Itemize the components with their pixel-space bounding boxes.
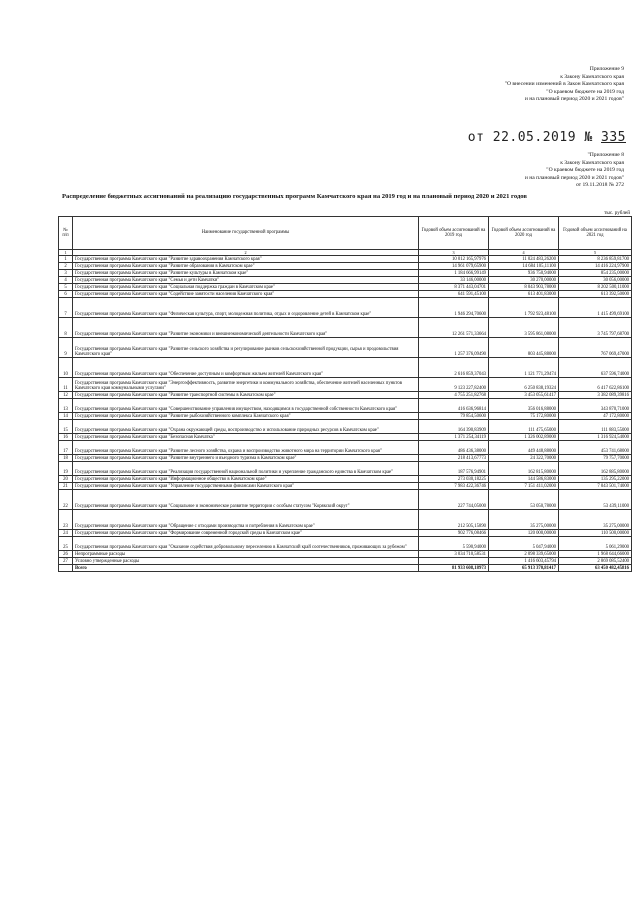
- value-2019: 1 946 294,70600: [419, 298, 489, 318]
- appendix-prev-line: и на плановый период 2020 и 2021 годов": [524, 174, 624, 181]
- table-row: [59, 483, 632, 490]
- value-2021: 343 870,71000: [559, 399, 632, 413]
- table-row: [59, 270, 632, 277]
- value-2020: 2 098 339,65000: [489, 551, 559, 558]
- program-name: Государственная программа Камчатского края "Семья и дети Камчатки": [73, 277, 419, 284]
- value-2021: 613 392,50000: [559, 291, 632, 298]
- value-2019: 227 744,05000: [419, 490, 489, 510]
- total-2019: 81 933 608,18973: [419, 565, 489, 572]
- value-2020: 6 250 838,19324: [489, 378, 559, 392]
- header-2020: Годовой объем ассигнований на 2020 год: [489, 217, 559, 250]
- program-name: Государственная программа Камчатского края "Развитие образования в Камчатском крае": [73, 263, 419, 270]
- program-name: Государственная программа Камчатского края "Развитие внутреннего и въездного туризма в Камчатском крае": [73, 455, 419, 462]
- table-row: [59, 530, 632, 537]
- row-number: 23: [59, 510, 73, 530]
- program-name: Государственная программа Камчатского края "Охрана окружающей среды, воспроизводство и использование природных ресурсов в Камчатском крае": [73, 420, 419, 434]
- value-2020: 1 326 002,89000: [489, 434, 559, 441]
- value-2020: 8 043 903,78000: [489, 284, 559, 291]
- program-name: Государственная программа Камчатского края "Совершенствование управления имуществом, находящимся в государственной собственности Камчатского края": [73, 399, 419, 413]
- value-2019: 7 983 422,36746: [419, 483, 489, 490]
- table-row: [59, 462, 632, 476]
- row-number: 22: [59, 490, 73, 510]
- value-2020: 14 684 105,11100: [489, 263, 559, 270]
- document-title: Распределение бюджетных ассигнований на реализацию государственных программ Камчатского края на 2019 год и на плановый период 2020 и 2021 годов: [62, 193, 527, 200]
- value-2020: 11 024 483,26200: [489, 256, 559, 263]
- total-label: Всего: [73, 565, 419, 572]
- program-name: Государственная программа Камчатского края "Содействие занятости населения Камчатского края": [73, 291, 419, 298]
- value-2019: 4 755 251,82768: [419, 392, 489, 399]
- row-number: 1: [59, 256, 73, 263]
- value-2020: 1 416 603,45794: [489, 558, 559, 565]
- value-2020: 75 172,80000: [489, 413, 559, 420]
- value-2021: 53 439,11000: [559, 490, 632, 510]
- value-2021: 135 295,22000: [559, 476, 632, 483]
- program-name: Государственная программа Камчатского края "Безопасная Камчатка": [73, 434, 419, 441]
- value-2019: 416 636,96814: [419, 399, 489, 413]
- row-number: 20: [59, 476, 73, 483]
- total-2021: 63 450 482,45816: [559, 565, 632, 572]
- value-2020: 1 121 771,29474: [489, 358, 559, 378]
- table-row: [59, 256, 632, 263]
- appendix-header: [364, 66, 624, 104]
- budget-table: [58, 216, 632, 572]
- value-2020: 30 270,00000: [489, 277, 559, 284]
- program-name: Государственная программа Камчатского края "Развитие культуры в Камчатском крае": [73, 270, 419, 277]
- value-2021: 1 968 644,66000: [559, 551, 632, 558]
- table-row: [59, 558, 632, 565]
- value-2021: 637 596,74000: [559, 358, 632, 378]
- value-2019: 9 123 227,82400: [419, 378, 489, 392]
- value-2020: 613 401,83000: [489, 291, 559, 298]
- table-row: [59, 441, 632, 455]
- value-2019: 2 616 859,37043: [419, 358, 489, 378]
- program-name: Условно утвержденные расходы: [73, 558, 419, 565]
- table-row: [59, 490, 632, 510]
- table-row: [59, 291, 632, 298]
- value-2020: 120 000,00000: [489, 530, 559, 537]
- row-number: 3: [59, 270, 73, 277]
- table-row: [59, 298, 632, 318]
- units-label: тыс. рублей: [604, 210, 630, 216]
- table-row: [59, 510, 632, 530]
- table-row: [59, 413, 632, 420]
- table-row: [59, 476, 632, 483]
- value-2020: 162 815,80000: [489, 462, 559, 476]
- value-2019: 486 436,38000: [419, 441, 489, 455]
- value-2020: 7 151 411,02000: [489, 483, 559, 490]
- value-2021: 767 069,47000: [559, 338, 632, 358]
- value-2021: 30 056,00000: [559, 277, 632, 284]
- header-name: Наименование государственной программы: [73, 217, 419, 250]
- appendix-line: "О краевом бюджете на 2019 год: [546, 88, 624, 95]
- table-row: [59, 358, 632, 378]
- program-name: Государственная программа Камчатского края "Развитие транспортной системы в Камчатском крае": [73, 392, 419, 399]
- column-number: 2: [73, 250, 419, 256]
- program-name: Государственная программа Камчатского края "Социальное и экономическое развитие территории с особым статусом "Корякский округ": [73, 490, 419, 510]
- appendix-prev-line: от 19.11.2018 № 272: [575, 182, 624, 189]
- header-2019: Годовой объем ассигнований на 2019 год: [419, 217, 489, 250]
- appendix-prev-line: "Приложение 8: [587, 152, 624, 158]
- row-number: 9: [59, 338, 73, 358]
- row-number: 24: [59, 530, 73, 537]
- row-number: 13: [59, 399, 73, 413]
- value-2021: 35 275,00000: [559, 510, 632, 530]
- table-row: [59, 455, 632, 462]
- row-number: 21: [59, 483, 73, 490]
- table-row: [59, 537, 632, 551]
- program-name: Государственная программа Камчатского края "Оказание содействия добровольному переселению в Камчатский край соотечественников, проживающих за рубежом": [73, 537, 419, 551]
- table-row: [59, 277, 632, 284]
- value-2021: 162 885,80000: [559, 462, 632, 476]
- value-2020: 1 792 923,48100: [489, 298, 559, 318]
- table-row: [59, 551, 632, 558]
- value-2019: 218 413,67773: [419, 455, 489, 462]
- value-2019: 187 576,94901: [419, 462, 489, 476]
- value-2021: 1 316 924,54000: [559, 434, 632, 441]
- row-number: 4: [59, 277, 73, 284]
- program-name: Государственная программа Камчатского края "Развитие лесного хозяйства, охрана и воспроизводство животного мира на территории Камчатского края": [73, 441, 419, 455]
- value-2020: 53 050,78000: [489, 490, 559, 510]
- table-body: [59, 256, 632, 572]
- value-2019: 1 184 666,99149: [419, 270, 489, 277]
- total-row: [59, 565, 632, 572]
- table-row: [59, 284, 632, 291]
- value-2020: 144 586,83000: [489, 476, 559, 483]
- table-row: [59, 378, 632, 392]
- column-number: 5: [559, 250, 632, 256]
- row-number: 11: [59, 378, 73, 392]
- program-name: Государственная программа Камчатского края "Информационное общество в Камчатском крае": [73, 476, 419, 483]
- value-2021: 47 172,80000: [559, 413, 632, 420]
- stamp-sep: №: [576, 130, 602, 145]
- program-name: Государственная программа Камчатского края "Развитие сельского хозяйства и регулирование рынков сельскохозяйственной продукции, сырья и продовольствия Камчатского края": [73, 338, 419, 358]
- row-number: 19: [59, 462, 73, 476]
- appendix-line: Приложение 9: [589, 66, 624, 72]
- value-2019: 164 390,83909: [419, 420, 489, 434]
- value-2021: 7 043 501,74000: [559, 483, 632, 490]
- value-2019: 212 505,15890: [419, 510, 489, 530]
- program-name: Государственная программа Камчатского края "Формирование современной городской среды в Камчатском крае": [73, 530, 419, 537]
- program-name: Государственная программа Камчатского края "Развитие здравоохранения Камчатского края": [73, 256, 419, 263]
- row-number: 25: [59, 537, 73, 551]
- table-row: [59, 434, 632, 441]
- value-2021: 453 741,68000: [559, 441, 632, 455]
- program-name: Непрограммные расходы: [73, 551, 419, 558]
- appendix-prev-line: к Закону Камчатского края: [560, 159, 624, 166]
- value-2021: 110 500,00000: [559, 530, 632, 537]
- value-2021: 111 883,55000: [559, 420, 632, 434]
- value-2019: 33 146,00000: [419, 277, 489, 284]
- program-name: Государственная программа Камчатского края "Обеспечение доступным и комфортным жильем жителей Камчатского края": [73, 358, 419, 378]
- value-2021: 8 202 500,11000: [559, 284, 632, 291]
- value-2021: 6 417 622,86100: [559, 378, 632, 392]
- value-2019: [419, 558, 489, 565]
- row-number: 8: [59, 318, 73, 338]
- stamp-number: 335: [601, 130, 626, 145]
- value-2019: 273 030,18225: [419, 476, 489, 483]
- table-row: [59, 392, 632, 399]
- row-number: 18: [59, 455, 73, 462]
- column-number: 1: [59, 250, 73, 256]
- column-number: 4: [489, 250, 559, 256]
- row-number: 14: [59, 413, 73, 420]
- value-2021: 5 061,29000: [559, 537, 632, 551]
- program-name: Государственная программа Камчатского края "Физическая культура, спорт, молодежная политика, отдых и оздоровление детей в Камчатском крае": [73, 298, 419, 318]
- program-name: Государственная программа Камчатского края "Обращение с отходами производства и потребления в Камчатском крае": [73, 510, 419, 530]
- table-row: [59, 338, 632, 358]
- table-header-row: [59, 217, 632, 250]
- row-number: 10: [59, 358, 73, 378]
- value-2020: 3 453 055,61417: [489, 392, 559, 399]
- row-number: 5: [59, 284, 73, 291]
- value-2021: 2 869 085,52400: [559, 558, 632, 565]
- value-2019: 1 371 254,34119: [419, 434, 489, 441]
- row-number: 26: [59, 551, 73, 558]
- program-name: Государственная программа Камчатского края "Социальная поддержка граждан в Камчатском крае": [73, 284, 419, 291]
- row-number: 27: [59, 558, 73, 565]
- value-2021: 14 416 224,97900: [559, 263, 632, 270]
- value-2019: 14 961 079,65900: [419, 263, 489, 270]
- value-2020: 449 448,88000: [489, 441, 559, 455]
- value-2020: 111 475,65000: [489, 420, 559, 434]
- value-2020: 5 047,94000: [489, 537, 559, 551]
- value-2019: 8 371 443,04701: [419, 284, 489, 291]
- value-2019: 10 012 165,97976: [419, 256, 489, 263]
- program-name: Государственная программа Камчатского края "Управление государственными финансами Камчатского края": [73, 483, 419, 490]
- date-number-stamp: [468, 130, 626, 145]
- value-2020: 3 595 861,08000: [489, 318, 559, 338]
- table-row: [59, 318, 632, 338]
- program-name: Государственная программа Камчатского края "Развитие экономики и внешнеэкономической деятельности Камчатского края": [73, 318, 419, 338]
- stamp-prefix: от: [467, 130, 493, 145]
- column-number: 3: [419, 250, 489, 256]
- program-name: Государственная программа Камчатского края "Развитие рыбохозяйственного комплекса Камчатского края": [73, 413, 419, 420]
- value-2019: 1 257 376,09490: [419, 338, 489, 358]
- program-name: Государственная программа Камчатского края "Реализация государственной национальной политики и укрепление гражданского единства в Камчатском крае": [73, 462, 419, 476]
- value-2019: 79 854,50600: [419, 413, 489, 420]
- total-number: [59, 565, 73, 572]
- value-2020: 356 016,88000: [489, 399, 559, 413]
- table-row: [59, 420, 632, 434]
- program-name: Государственная программа Камчатского края "Энергоэффективность, развитие энергетики и коммунального хозяйства, обеспечение жителей населенных пунктов Камчатского края коммунальными услугами": [73, 378, 419, 392]
- table-row: [59, 263, 632, 270]
- value-2020: 936 750,94000: [489, 270, 559, 277]
- row-number: 7: [59, 298, 73, 318]
- value-2019: 3 034 710,58531: [419, 551, 489, 558]
- header-no: № п/п: [59, 217, 73, 250]
- row-number: 15: [59, 420, 73, 434]
- value-2021: 1 415 499,69100: [559, 298, 632, 318]
- stamp-date: 22.05.2019: [492, 130, 577, 145]
- value-2020: 803 445,88000: [489, 338, 559, 358]
- row-number: 16: [59, 434, 73, 441]
- value-2021: 854 235,00000: [559, 270, 632, 277]
- row-number: 12: [59, 392, 73, 399]
- appendix-line: и на плановый период 2020 и 2021 годов": [524, 96, 624, 103]
- value-2019: 641 591,45100: [419, 291, 489, 298]
- value-2021: 79 757,70000: [559, 455, 632, 462]
- value-2021: 8 236 859,81700: [559, 256, 632, 263]
- value-2020: 24 322,70000: [489, 455, 559, 462]
- value-2020: 35 275,00000: [489, 510, 559, 530]
- appendix-prev-line: "О краевом бюджете на 2019 год: [546, 167, 624, 174]
- total-2020: 65 913 370,81417: [489, 565, 559, 572]
- value-2019: 902 776,08466: [419, 530, 489, 537]
- header-2021: Годовой объем ассигнований на 2021 год: [559, 217, 632, 250]
- value-2021: 3 745 797,68700: [559, 318, 632, 338]
- appendix-line: "О внесении изменений в Закон Камчатского края: [504, 81, 624, 88]
- value-2019: 12 261 571,33664: [419, 318, 489, 338]
- row-number: 2: [59, 263, 73, 270]
- table-row: [59, 399, 632, 413]
- previous-appendix-header: [364, 152, 624, 190]
- row-number: 6: [59, 291, 73, 298]
- value-2019: 5 590,94000: [419, 537, 489, 551]
- value-2021: 3 382 089,39816: [559, 392, 632, 399]
- row-number: 17: [59, 441, 73, 455]
- appendix-line: к Закону Камчатского края: [560, 73, 624, 80]
